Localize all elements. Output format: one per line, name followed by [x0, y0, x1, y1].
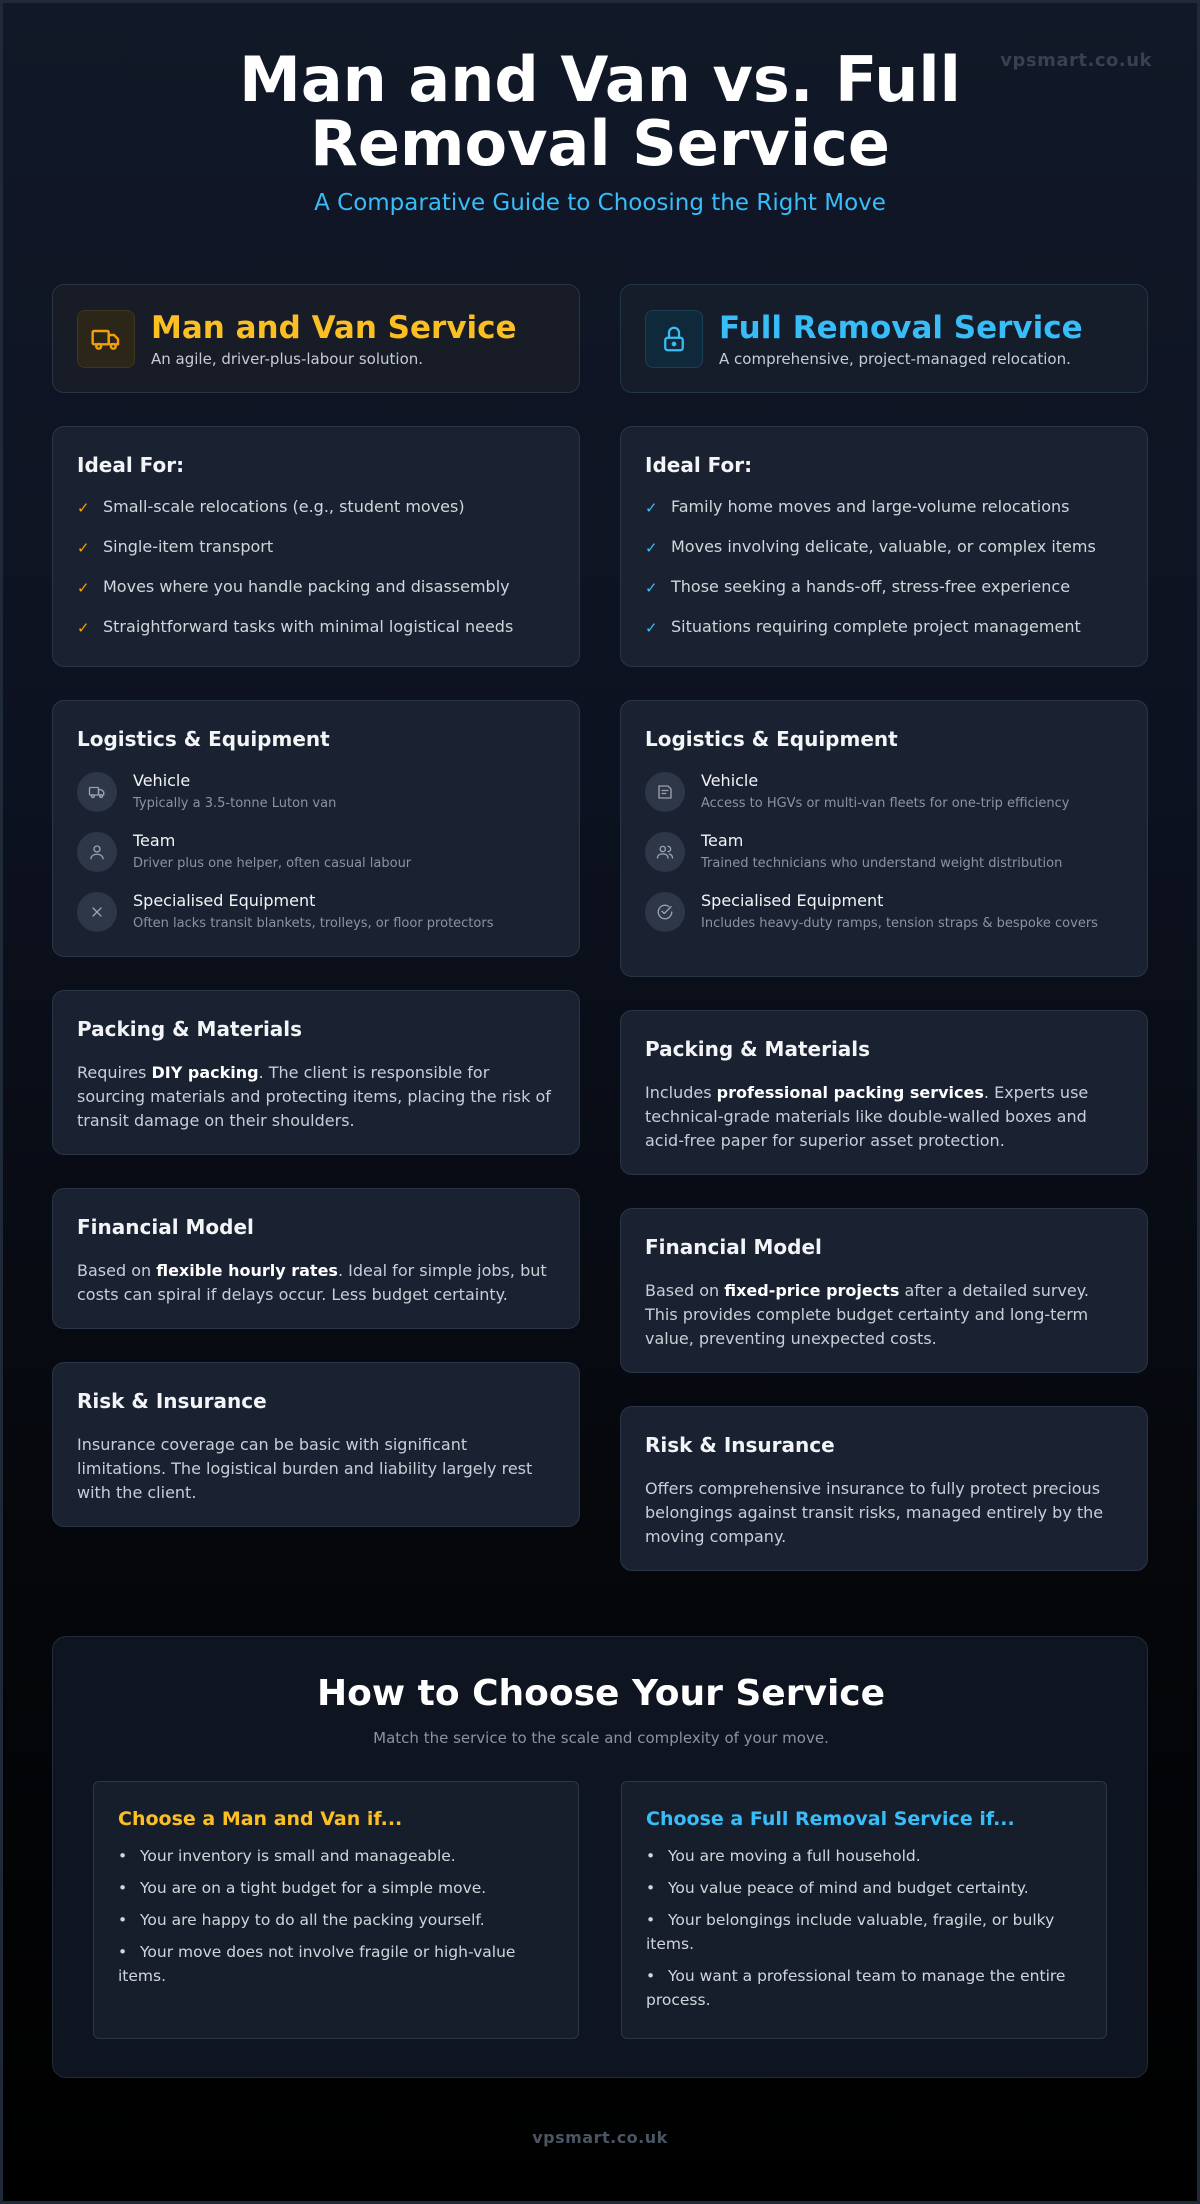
- users-icon: [645, 832, 685, 872]
- list-item: • You are moving a full household.: [646, 1847, 921, 1865]
- financial-heading: Financial Model: [645, 1235, 822, 1259]
- choose-man-and-van-card: [93, 1781, 579, 2039]
- check-icon: ✓: [77, 499, 90, 517]
- fleet-icon: [645, 772, 685, 812]
- choose-subtitle: Match the service to the scale and complexity of your move.: [373, 1729, 829, 1747]
- risk-text: Offers comprehensive insurance to fully protect precious belongings against transit risks, managed entirely by the moving company.: [645, 1479, 1104, 1546]
- ideal-for-heading: Ideal For:: [77, 453, 185, 477]
- man-and-van-risk-card: [52, 1362, 580, 1527]
- check-icon: ✓: [645, 499, 658, 517]
- man-and-van-financial-card: [52, 1188, 580, 1329]
- risk-heading: Risk & Insurance: [645, 1433, 835, 1457]
- packing-text: Includes professional packing services. Experts use technical-grade materials like double-walled boxes and acid-free paper for superior asset protection.: [645, 1083, 1089, 1150]
- user-icon: [77, 832, 117, 872]
- lock-icon: [645, 310, 703, 368]
- check-icon: ✓: [645, 579, 658, 597]
- page-subtitle: A Comparative Guide to Choosing the Right Move: [314, 190, 886, 216]
- ideal-item: ✓ Family home moves and large-volume relocations: [645, 497, 1070, 517]
- list-item: • You want a professional team to manage the entire process.: [646, 1967, 1066, 2009]
- choose-full-removal-title: Choose a Full Removal Service if...: [646, 1808, 1015, 1830]
- ideal-item: ✓ Moves where you handle packing and disassembly: [77, 577, 510, 597]
- full-removal-title: Full Removal Service: [719, 309, 1083, 346]
- check-icon: ✓: [77, 619, 90, 637]
- man-and-van-header-card: [52, 284, 580, 393]
- choose-title: How to Choose Your Service: [316, 1673, 886, 1714]
- logistics-item: Specialised Equipment Often lacks transit blankets, trolleys, or floor protectors: [77, 891, 555, 933]
- financial-text: Based on flexible hourly rates. Ideal for simple jobs, but costs can spiral if delays occur. Less budget certainty.: [77, 1261, 547, 1304]
- ideal-item: ✓ Single-item transport: [77, 537, 274, 557]
- truck-icon: [77, 310, 135, 368]
- ideal-item: ✓ Moves involving delicate, valuable, or complex items: [645, 537, 1096, 557]
- ideal-item: ✓ Small-scale relocations (e.g., student moves): [77, 497, 465, 517]
- check-icon: ✓: [645, 619, 658, 637]
- ideal-item: ✓ Those seeking a hands-off, stress-free experience: [645, 577, 1071, 597]
- watermark: vpsmart.co.uk: [1000, 50, 1152, 71]
- man-and-van-ideal-card: [52, 426, 580, 667]
- full-removal-desc: A comprehensive, project-managed relocation.: [719, 349, 1071, 368]
- x-icon: [77, 892, 117, 932]
- packing-text: Requires DIY packing. The client is responsible for sourcing materials and protecting items, placing the risk of transit damage on their shoulders.: [77, 1063, 551, 1130]
- logistics-heading: Logistics & Equipment: [77, 727, 330, 751]
- risk-heading: Risk & Insurance: [77, 1389, 267, 1413]
- list-item: • You value peace of mind and budget certainty.: [646, 1879, 1029, 1897]
- check-icon: ✓: [77, 579, 90, 597]
- man-and-van-desc: An agile, driver-plus-labour solution.: [151, 349, 424, 368]
- list-item: • Your inventory is small and manageable.: [118, 1847, 456, 1865]
- logistics-item: Team Driver plus one helper, often casual labour: [77, 831, 555, 873]
- financial-heading: Financial Model: [77, 1215, 254, 1239]
- full-removal-ideal-card: [620, 426, 1148, 667]
- list-item: • You are happy to do all the packing yourself.: [118, 1911, 485, 1929]
- choose-full-removal-card: [621, 1781, 1107, 2039]
- ideal-for-heading: Ideal For:: [645, 453, 753, 477]
- man-and-van-logistics-card: [52, 700, 580, 957]
- footer-brand: vpsmart.co.uk: [532, 2128, 668, 2147]
- how-to-choose-section: [52, 1636, 1148, 2078]
- ideal-item: ✓ Situations requiring complete project management: [645, 617, 1081, 637]
- full-removal-risk-card: [620, 1406, 1148, 1571]
- check-icon: ✓: [645, 539, 658, 557]
- financial-text: Based on fixed-price projects after a detailed survey. This provides complete budget certainty and long-term value, preventing unexpected costs.: [645, 1281, 1090, 1348]
- check-icon: ✓: [77, 539, 90, 557]
- choose-man-and-van-title: Choose a Man and Van if...: [118, 1808, 403, 1830]
- list-item: • Your belongings include valuable, fragile, or bulky items.: [646, 1911, 1055, 1953]
- full-removal-packing-card: [620, 1010, 1148, 1175]
- man-and-van-packing-card: [52, 990, 580, 1155]
- list-item: • You are on a tight budget for a simple move.: [118, 1879, 487, 1897]
- full-removal-header-card: [620, 284, 1148, 393]
- page-title: Man and Van vs. Full Removal Service: [239, 43, 961, 180]
- check-circle-icon: [645, 892, 685, 932]
- packing-heading: Packing & Materials: [645, 1037, 871, 1061]
- full-removal-financial-card: [620, 1208, 1148, 1373]
- packing-heading: Packing & Materials: [77, 1017, 303, 1041]
- logistics-item: Team Trained technicians who understand weight distribution: [645, 831, 1123, 873]
- list-item: • Your move does not involve fragile or high-value items.: [118, 1943, 516, 1985]
- man-and-van-title: Man and Van Service: [151, 309, 517, 346]
- truck-icon: [77, 772, 117, 812]
- risk-text: Insurance coverage can be basic with significant limitations. The logistical burden and liability largely rest with the client.: [77, 1435, 533, 1502]
- logistics-item: Vehicle Typically a 3.5-tonne Luton van: [77, 771, 555, 813]
- logistics-item: Specialised Equipment Includes heavy-duty ramps, tension straps & bespoke covers: [645, 891, 1123, 933]
- full-removal-logistics-card: [620, 700, 1148, 977]
- logistics-item: Vehicle Access to HGVs or multi-van fleets for one-trip efficiency: [645, 771, 1123, 813]
- logistics-heading: Logistics & Equipment: [645, 727, 898, 751]
- ideal-item: ✓ Straightforward tasks with minimal logistical needs: [77, 617, 514, 637]
